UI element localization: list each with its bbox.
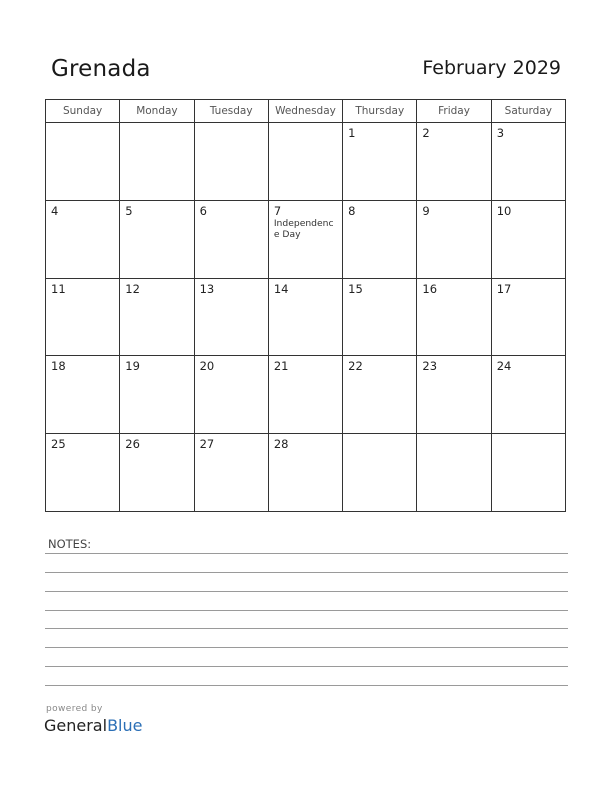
- calendar-day-cell: [120, 278, 194, 356]
- calendar-grid: [45, 99, 566, 512]
- calendar-day-cell: [343, 200, 417, 278]
- day-number: 6: [199, 203, 207, 218]
- weekday-header: Sunday: [46, 100, 120, 123]
- weekday-header-row: [46, 100, 566, 123]
- day-number: 9: [422, 203, 430, 218]
- weekday-header: Monday: [120, 100, 194, 123]
- day-number: 15: [348, 281, 363, 296]
- day-number: 12: [125, 281, 140, 296]
- weekday-header: Friday: [417, 100, 491, 123]
- calendar-day-cell: [194, 200, 268, 278]
- calendar-day-cell: [491, 356, 565, 434]
- day-number: 16: [422, 281, 438, 296]
- weekday-header: Saturday: [491, 100, 565, 123]
- calendar-day-cell: [120, 434, 194, 512]
- calendar-day-cell: [46, 200, 120, 278]
- day-number: 21: [273, 359, 289, 374]
- calendar-day-cell: [417, 278, 491, 356]
- powered-by-text: powered by: [46, 704, 103, 714]
- notes-line: [45, 572, 568, 573]
- day-number: 2: [422, 126, 430, 140]
- weekday-header: Wednesday: [268, 100, 342, 123]
- notes-line: [45, 628, 568, 629]
- calendar-day-cell: [491, 123, 565, 201]
- calendar-empty-cell: [194, 123, 268, 201]
- calendar-day-cell: [120, 200, 194, 278]
- notes-line: [45, 591, 568, 592]
- calendar-week-row: [46, 356, 566, 434]
- notes-line: [45, 666, 568, 667]
- calendar-day-cell: [417, 200, 491, 278]
- day-number: 17: [496, 281, 512, 296]
- day-number: 5: [125, 203, 133, 218]
- day-number: 10: [496, 203, 512, 218]
- notes-label: NOTES:: [48, 537, 92, 551]
- calendar-week-row: [46, 200, 566, 278]
- calendar-day-cell: [194, 278, 268, 356]
- weekday-header: Thursday: [343, 100, 417, 123]
- calendar-week-row: [46, 278, 566, 356]
- calendar-empty-cell: [46, 123, 120, 201]
- calendar-day-cell: [491, 200, 565, 278]
- calendar-day-cell: [343, 123, 417, 201]
- day-number: 26: [125, 437, 140, 452]
- day-number: 3: [496, 126, 505, 140]
- calendar-day-cell: [268, 434, 342, 512]
- calendar-day-cell: [46, 434, 120, 512]
- notes-line: [45, 610, 568, 611]
- day-number: 13: [199, 281, 215, 296]
- calendar-week-row: [46, 434, 566, 512]
- day-number: 14: [273, 281, 289, 296]
- day-number: 11: [51, 281, 66, 296]
- day-number: 1: [348, 126, 356, 140]
- generalblue-logo: [44, 716, 142, 736]
- day-number: 19: [125, 359, 140, 374]
- day-number: 27: [199, 437, 215, 452]
- day-number: 28: [273, 437, 289, 452]
- day-number: 24: [496, 359, 512, 374]
- day-number: 20: [199, 359, 215, 374]
- calendar-day-cell: [417, 356, 491, 434]
- day-number: 4: [51, 203, 59, 218]
- calendar-empty-cell: [491, 434, 565, 512]
- calendar-day-cell: [194, 356, 268, 434]
- calendar-empty-cell: [120, 123, 194, 201]
- logo-text-general: General: [44, 716, 108, 735]
- day-number: 23: [422, 359, 438, 374]
- calendar-day-cell: [491, 278, 565, 356]
- calendar-week-row: [46, 123, 566, 201]
- calendar-day-cell: [343, 278, 417, 356]
- calendar-day-cell: [46, 278, 120, 356]
- calendar-empty-cell: [268, 123, 342, 201]
- notes-line: [45, 685, 568, 686]
- calendar-empty-cell: [417, 434, 491, 512]
- logo-text-blue: Blue: [107, 716, 143, 735]
- day-number: 18: [51, 359, 66, 374]
- calendar-empty-cell: [343, 434, 417, 512]
- calendar-day-cell: [268, 278, 342, 356]
- notes-line: [45, 647, 568, 648]
- calendar-country-title: Grenada: [51, 56, 151, 82]
- day-number: 22: [348, 359, 363, 374]
- calendar-day-cell: [417, 123, 491, 201]
- day-number: 7: [273, 203, 282, 218]
- calendar-day-cell: [46, 356, 120, 434]
- day-number: 25: [51, 437, 66, 452]
- weekday-header: Tuesday: [194, 100, 268, 123]
- holiday-label: Independence Day: [273, 217, 334, 241]
- calendar-day-cell: [194, 434, 268, 512]
- day-number: 8: [348, 203, 356, 218]
- calendar-day-cell: [343, 356, 417, 434]
- notes-line: [45, 553, 568, 554]
- calendar-day-cell: [268, 356, 342, 434]
- calendar-day-cell: [120, 356, 194, 434]
- calendar-month-title: February 2029: [422, 57, 561, 79]
- calendar-day-cell: [268, 200, 342, 278]
- calendar-body: [46, 123, 566, 512]
